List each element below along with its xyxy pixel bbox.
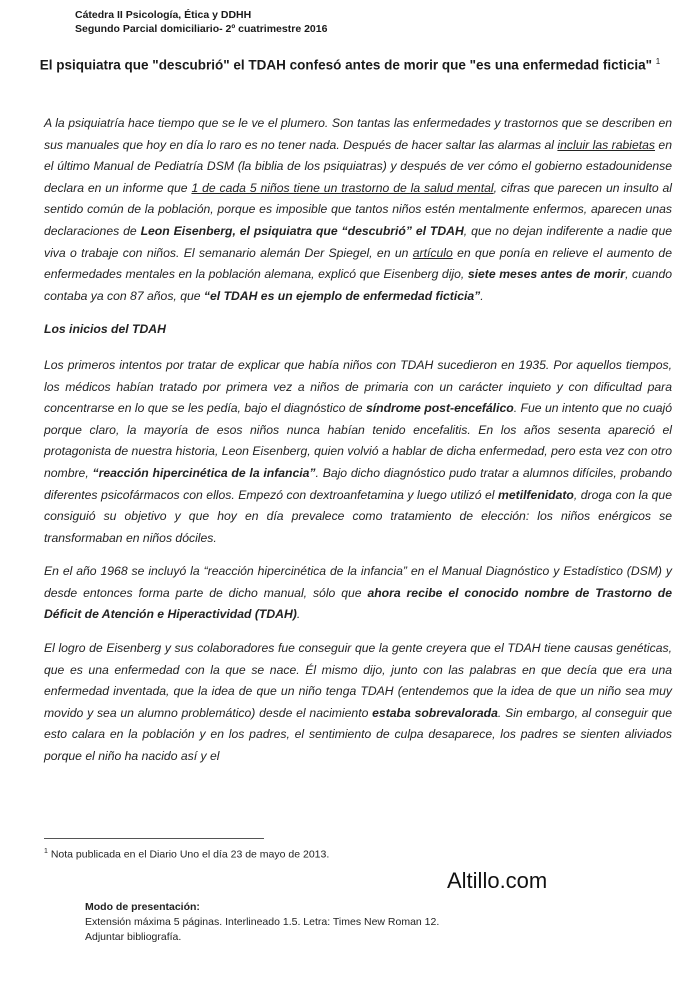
footnote-reference: 1 [655, 57, 661, 66]
text-run: A la psiquiatría hace tiempo que se le ve el plumero. Son tantas las enfermedades y trastornos que se describen en sus manuales que hoy en día lo raro es no tener nada. Después de hacer saltar las alarmas al [44, 116, 672, 152]
article-body [44, 113, 672, 780]
text-run: , cifras que parecen un insulto al sentido común de la población, porque es imposible que tantos niños estén mentalmente enfermos, aparecen unas declaraciones de [44, 180, 672, 238]
instructions-title: Modo de presentación: [85, 901, 200, 913]
text-run: . [480, 288, 484, 303]
article-title-text: El psiquiatra que "descubrió" el TDAH confesó antes de morir que "es una enfermedad ficticia" [39, 57, 653, 73]
text-run: , cuando contaba ya con 87 años, que [44, 267, 672, 303]
document-header [75, 8, 327, 36]
bold-text: Leon Eisenberg, el psiquiatra que “descubrió” el TDAH [140, 223, 464, 238]
bold-text: siete meses antes de morir [467, 267, 626, 282]
article-title [20, 52, 680, 76]
text-run: , que no dejan indiferente a nadie que viva o trabaje con niños. El semanario alemán Der Spiegel, en un [44, 223, 672, 260]
paragraph-dsm [44, 561, 672, 626]
course-name: Cátedra II Psicología, Ética y DDHH [75, 9, 252, 21]
paragraph-origins [44, 355, 672, 549]
bold-text: “reacción hipercinética de la infancia” [92, 465, 316, 480]
footnote-number: 1 [44, 848, 48, 855]
footnote-divider [44, 838, 264, 839]
section-heading: Los inicios del TDAH [44, 322, 166, 337]
text-run: en el último Manual de Pediatría DSM (la biblia de los psiquiatras) y después de ver cómo el gobierno estadounidense declara en un informe que [44, 137, 672, 195]
underlined-link: artículo [412, 245, 453, 260]
bold-text: “el TDAH es un ejemplo de enfermedad ficticia” [203, 288, 481, 303]
underlined-link: incluir las rabietas [557, 137, 656, 152]
bold-text: síndrome post-encefálico [365, 401, 514, 416]
bold-text: estaba sobrevalorada [372, 705, 498, 720]
presentation-instructions [85, 900, 439, 945]
text-run: El logro de Eisenberg y sus colaboradores fue conseguir que la gente creyera que el TDAH tiene causas genéticas, que es una enfermedad con la que se nace. Él mismo dijo, junto con las palabras en que decía que era una enfermedad inventada, que la idea de que un niño tenga TDAH (entendemos que la idea de que un niño sea muy movido y sea un alumno problemático) desde el nacimiento [44, 641, 672, 720]
watermark-text: Altillo.com [447, 868, 548, 893]
bold-text: ahora recibe el conocido nombre de Trastorno de Déficit de Atención e Hiperactividad (TDAH) [44, 585, 672, 622]
footnote-text: Nota publicada en el Diario Uno el día 23 de mayo de 2013. [47, 848, 330, 861]
paragraph-achievement [44, 638, 672, 768]
instructions-line: Extensión máxima 5 páginas. Interlineado 1.5. Letra: Times New Roman 12. [85, 916, 440, 928]
paragraph-intro [44, 113, 672, 307]
footnote [44, 848, 329, 861]
text-run: Los primeros intentos por tratar de explicar que había niños con TDAH sucedieron en 1935. Por aquellos tiempos, los médicos habían tratado por primera vez a niños de primaria con un carácter inquieto y con dificultad para concentrarse en lo que se les pedía, bajo el diagnóstico de [44, 357, 672, 416]
bold-text: metilfenidato [498, 487, 574, 502]
instructions-line: Adjuntar bibliografía. [85, 931, 182, 943]
text-run: En el año 1968 se incluyó la “reacción hipercinética de la infancia” en el Manual Diagnóstico y Estadístico (DSM) y desde entonces forma parte de dicho manual, sólo que [44, 564, 672, 600]
underlined-link: 1 de cada 5 niños tiene un trastorno de la salud mental [191, 180, 494, 195]
text-run: . Sin embargo, al conseguir que esto calara en la población y en los padres, el sentimiento de culpa desaparece, los padres se sienten aliviados porque el niño ha nacido así y el [44, 705, 672, 764]
text-run: en que ponía en relieve el aumento de enfermedades mentales en la población alemana, explicó que Eisenberg dijo, [44, 245, 672, 282]
text-run: . Fue un intento que no cuajó porque claro, la mayoría de esos niños nunca habían tenido encefalitis. En los años sesenta apareció el protagonista de nuestra historia, Leon Eisenberg, quien volvió a hablar de dicha enfermedad, pero esta vez con otro nombre, [44, 401, 673, 480]
text-run: . Bajo dicho diagnóstico pudo tratar a alumnos difíciles, probando diferentes psicofármacos con ellos. Empezó con dextroanfetamina y luego utilizó el [44, 465, 672, 502]
exam-info: Segundo Parcial domiciliario- 2º cuatrimestre 2016 [75, 23, 328, 35]
text-run: . [296, 607, 301, 622]
text-run: , droga con la que consiguió su objetivo y que hoy en día prevalece como tratamiento de elección: los niños enérgicos se transformaban en niños dóciles. [44, 487, 672, 545]
